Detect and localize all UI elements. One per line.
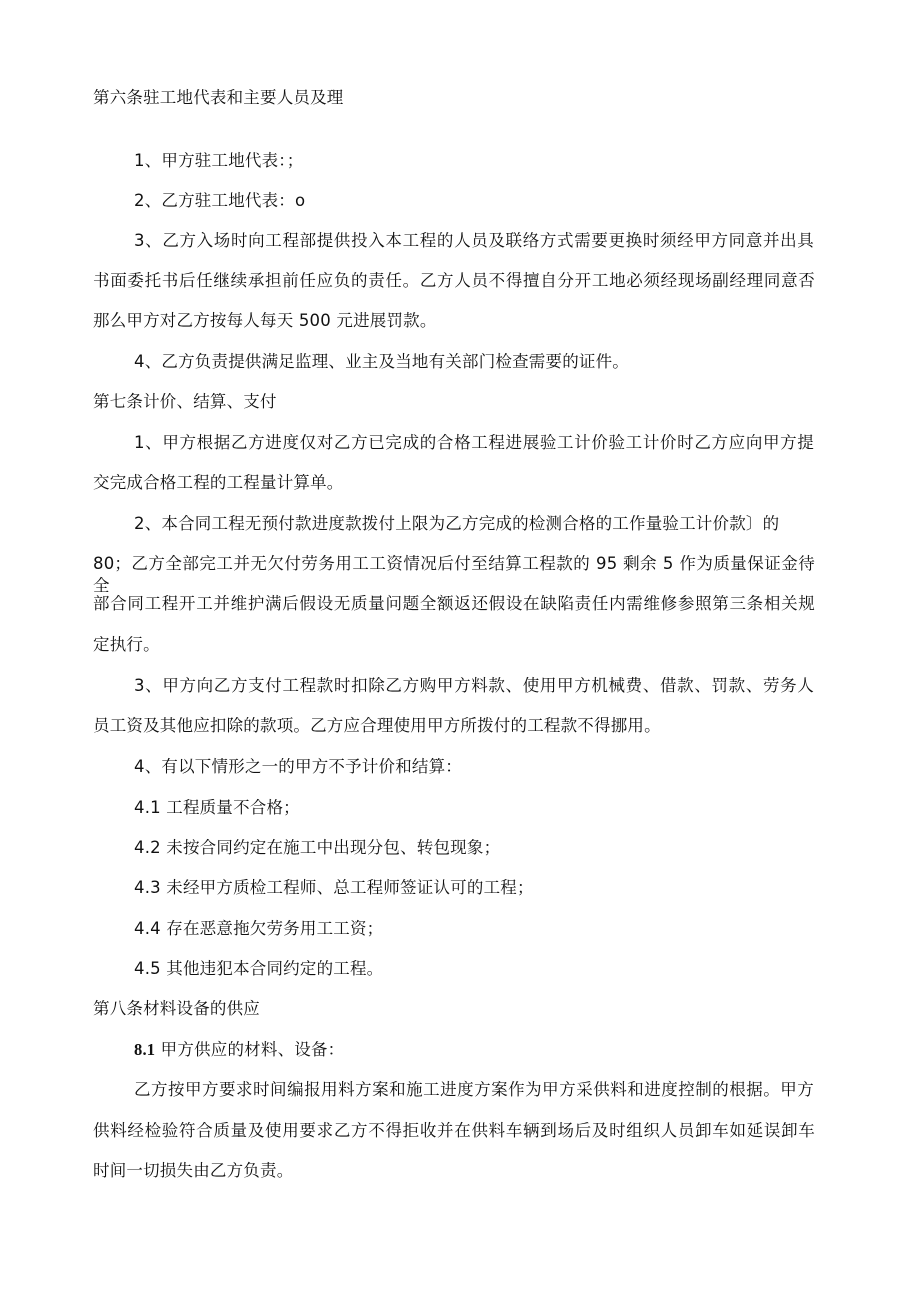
article7-item2-line1: 2、本合同工程无预付款进度款拨付上限为乙方完成的检测合格的工作量验工计价款〕的 — [134, 514, 780, 533]
article6-item3-line2: 书面委托书后任继续承担前任应负的责任。乙方人员不得擅自分开工地必须经现场副经理同意否 — [93, 271, 815, 290]
article8-para-line3: 时间一切损失由乙方负责。 — [93, 1161, 294, 1180]
article6-item2: 2、乙方驻工地代表：o — [134, 191, 306, 210]
article8-heading: 第八条材料设备的供应 — [93, 999, 260, 1018]
article7-subitem-4-3: 4.3 未经甲方质检工程师、总工程师签证认可的工程； — [134, 878, 534, 897]
article6-heading: 第六条驻工地代表和主要人员及理 — [93, 88, 344, 107]
article8-para-line2: 供料经检验符合质量及使用要求乙方不得拒收并在供料车辆到场后及时组织人员卸车如延误卸车 — [93, 1121, 815, 1140]
article7-subitem-4-2: 4.2 未按合同约定在施工中出现分包、转包现象； — [134, 838, 501, 857]
subsection-title: 甲方供应的材料、设备： — [155, 1040, 345, 1059]
article8-subsection-8-1 — [134, 1039, 344, 1061]
article7-item3-line1: 3、甲方向乙方支付工程款时扣除乙方购甲方料款、使用甲方机械费、借款、罚款、劳务人 — [134, 676, 814, 695]
article6-item4: 4、乙方负责提供满足监理、业主及当地有关部门检查需要的证件。 — [134, 352, 629, 371]
article7-subitem-4-1: 4.1 工程质量不合格； — [134, 798, 300, 817]
article7-item2-line3: 部合同工程开工并维护满后假设无质量问题全额返还假设在缺陷责任内需维修参照第三条相关规 — [93, 594, 815, 613]
article7-item4: 4、有以下情形之一的甲方不予计价和结算： — [134, 757, 462, 776]
subsection-number: 8.1 — [134, 1040, 156, 1059]
article7-item1-line2: 交完成合格工程的工程量计算单。 — [93, 473, 344, 492]
article7-item2-line2: 80；乙方全部完工并无欠付劳务用工工资情况后付至结算工程款的 95 剩余 5 作为质量保证金待全 — [93, 554, 815, 595]
article6-item3-line3: 那么甲方对乙方按每人每天 500 元进展罚款。 — [93, 311, 437, 330]
article7-subitem-4-5: 4.5 其他违犯本合同约定的工程。 — [134, 959, 384, 978]
article7-item2-line4: 定执行。 — [93, 635, 160, 654]
article6-item3-line1: 3、乙方入场时向工程部提供投入本工程的人员及联络方式需要更换时须经甲方同意并出具 — [134, 231, 814, 250]
article7-item3-line2: 员工资及其他应扣除的款项。乙方应合理使用甲方所拨付的工程款不得挪用。 — [93, 716, 661, 735]
article7-item1-line1: 1、甲方根据乙方进度仅对乙方已完成的合格工程进展验工计价验工计价时乙方应向甲方提 — [134, 433, 814, 452]
article6-item1: 1、甲方驻工地代表：； — [134, 151, 304, 170]
article7-heading: 第七条计价、结算、支付 — [93, 392, 277, 411]
article7-subitem-4-4: 4.4 存在恶意拖欠劳务用工工资； — [134, 919, 384, 938]
article8-para-line1: 乙方按甲方要求时间编报用料方案和施工进度方案作为甲方采供料和进度控制的根据。甲方 — [134, 1080, 814, 1099]
